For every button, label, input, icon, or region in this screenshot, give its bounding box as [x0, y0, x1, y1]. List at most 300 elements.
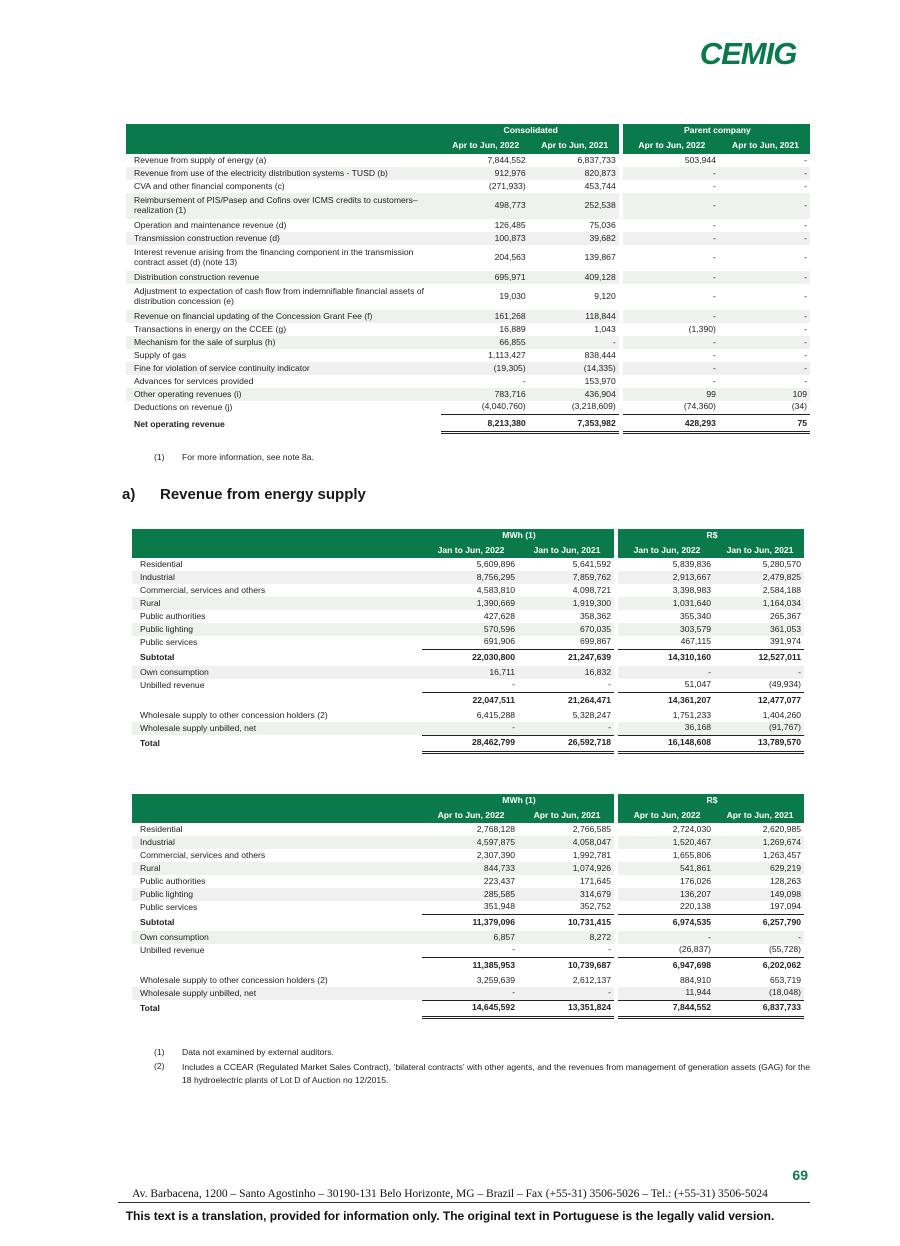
cell-value: 66,855 — [441, 336, 529, 349]
cell-value: 118,844 — [529, 310, 619, 323]
group-header-mwh: MWh (1) — [422, 529, 614, 543]
cell-value: - — [719, 232, 810, 245]
cell-value: 691,906 — [422, 636, 518, 649]
cell-value: 10,739,687 — [568, 959, 612, 970]
cell-value: - — [422, 679, 518, 692]
cell-value: 1,404,260 — [762, 709, 802, 720]
row-label: Public services — [140, 901, 198, 912]
cell-value: 12,527,011 — [758, 651, 802, 662]
table-row — [132, 597, 804, 610]
row-label: Industrial — [132, 571, 422, 584]
cell-value: - — [719, 336, 810, 349]
column-header: Jan to Jun, 2021 — [518, 543, 614, 558]
cell-value: 11,944 — [618, 987, 714, 1000]
cell-value: 2,307,390 — [476, 849, 515, 860]
column-header: Apr to Jun, 2021 — [529, 138, 619, 154]
row-label: Fine for violation of service continuity indicator — [126, 362, 441, 375]
row-label: Wholesale supply to other concession holders (2) — [140, 974, 328, 985]
cell-value: 5,609,896 — [476, 558, 515, 569]
cell-value: 1,655,806 — [672, 849, 712, 860]
column-header: Apr to Jun, 2021 — [518, 808, 614, 823]
cell-value: 2,584,188 — [762, 584, 802, 595]
cell-value: - — [804, 180, 807, 191]
cell-value: 6,837,733 — [714, 1000, 804, 1017]
cell-value: 7,353,982 — [529, 417, 619, 432]
group-header-mwh: MWh (1) — [422, 794, 614, 808]
row-label: Unbilled revenue — [140, 944, 205, 955]
table-row — [126, 310, 810, 323]
row-label: Operation and maintenance revenue (d) — [134, 219, 287, 230]
group-header-consolidated: Consolidated — [441, 124, 619, 138]
cell-value: 16,148,608 — [618, 735, 714, 752]
cell-value: - — [804, 252, 807, 263]
cell-value: - — [713, 219, 716, 230]
table-row — [126, 193, 810, 219]
cell-value: 12,477,077 — [758, 694, 802, 705]
cell-value: 436,904 — [529, 388, 619, 401]
cell-value: 1,164,034 — [714, 597, 804, 610]
total-row — [126, 417, 810, 432]
cell-value: 99 — [623, 388, 719, 401]
cell-value: - — [714, 666, 804, 679]
cell-value: 467,115 — [618, 636, 714, 649]
row-label — [132, 957, 422, 974]
column-header: Apr to Jun, 2021 — [719, 138, 810, 154]
cell-value: 699,867 — [518, 636, 614, 649]
table-row — [132, 974, 804, 987]
table-row — [132, 610, 804, 623]
cell-value: 570,596 — [422, 623, 518, 636]
energy-supply-quarter-table — [132, 794, 804, 1019]
cell-value: 7,844,552 — [487, 154, 526, 165]
cell-value: - — [623, 232, 719, 245]
cell-value: - — [623, 310, 719, 323]
row-label: Revenue from supply of energy (a) — [134, 154, 267, 165]
table-row — [126, 271, 810, 284]
cell-value: 8,756,295 — [422, 571, 518, 584]
cell-value: 1,992,781 — [572, 849, 612, 860]
table-row — [126, 375, 810, 388]
row-label: Rural — [132, 597, 422, 610]
cell-value: 1,263,457 — [762, 849, 802, 860]
table-row — [132, 901, 804, 914]
cell-value: 8,272 — [518, 931, 614, 944]
table-row — [132, 722, 804, 735]
cell-value: 695,971 — [441, 271, 529, 284]
cell-value: - — [713, 349, 716, 360]
note-text: For more information, see note 8a. — [182, 452, 314, 462]
note-number: (1) — [154, 452, 165, 462]
cell-value: 16,711 — [422, 666, 518, 679]
cell-value: 2,724,030 — [672, 823, 712, 834]
total-row — [132, 1000, 804, 1017]
table-row — [132, 571, 804, 584]
row-label: Public services — [140, 636, 198, 647]
cell-value: 9,120 — [594, 291, 616, 302]
cell-value: 352,752 — [518, 901, 614, 914]
note-text: Data not examined by external auditors. — [182, 1047, 334, 1057]
note-number: (2) — [154, 1061, 165, 1071]
cell-value: 653,719 — [769, 974, 802, 985]
table-row — [132, 623, 804, 636]
row-label: Distribution construction revenue — [126, 271, 441, 284]
row-label: Adjustment to expectation of cash flow from indemnifiable financial assets of distribution concession (e) — [134, 286, 424, 306]
cell-value: 1,074,926 — [518, 862, 614, 875]
cell-value: 126,485 — [494, 219, 526, 230]
cell-value: 498,773 — [441, 193, 529, 219]
cell-value: (3,218,609) — [529, 401, 619, 414]
group-header-brl: R$ — [618, 794, 804, 808]
cell-value: - — [804, 291, 807, 302]
cell-value: 161,268 — [441, 310, 529, 323]
footnote — [154, 1047, 810, 1059]
cell-value: 223,437 — [483, 875, 515, 886]
cell-value: - — [518, 679, 614, 692]
table-row — [132, 862, 804, 875]
cell-value: 13,789,570 — [714, 735, 804, 752]
cell-value: 783,716 — [441, 388, 529, 401]
cell-value: - — [719, 362, 810, 375]
cell-value: (74,360) — [623, 401, 719, 414]
cell-value: 541,861 — [618, 862, 714, 875]
table-row — [132, 931, 804, 944]
row-label: Net operating revenue — [134, 418, 225, 429]
row-label: Commercial, services and others — [140, 849, 266, 860]
cell-value: 5,839,836 — [672, 558, 712, 569]
cell-value: - — [623, 167, 719, 180]
cell-value: 6,947,698 — [672, 959, 712, 970]
cell-value: - — [713, 180, 716, 191]
column-header: Jan to Jun, 2021 — [714, 543, 804, 558]
cell-value: (18,048) — [714, 987, 804, 1000]
column-header: Apr to Jun, 2022 — [441, 138, 529, 154]
table-row — [126, 362, 810, 375]
cell-value: - — [623, 193, 719, 219]
cell-value: 358,362 — [579, 610, 612, 621]
cell-value: - — [422, 987, 518, 1000]
table-row — [132, 679, 804, 692]
cell-value: - — [529, 336, 619, 349]
cell-value: - — [713, 291, 716, 302]
row-label: Revenue from use of the electricity distribution systems - TUSD (b) — [126, 167, 441, 180]
cell-value: - — [719, 271, 810, 284]
cell-value: - — [618, 931, 714, 944]
cell-value: - — [522, 375, 526, 386]
cell-value: 303,579 — [618, 623, 714, 636]
cell-value: 2,620,985 — [762, 823, 802, 834]
cell-value: 670,035 — [518, 623, 614, 636]
cell-value: 1,751,233 — [672, 709, 712, 720]
cell-value: 22,030,800 — [471, 651, 515, 662]
header-blank — [126, 124, 441, 138]
cell-value: 503,944 — [684, 154, 716, 165]
table-row — [132, 666, 804, 679]
cell-value: (14,335) — [529, 362, 619, 375]
row-label: Wholesale supply unbilled, net — [132, 987, 422, 1000]
cell-value: 6,857 — [422, 931, 518, 944]
cell-value: - — [518, 987, 614, 1000]
cell-value: - — [804, 323, 807, 334]
cell-value: 8,213,380 — [441, 417, 529, 432]
cell-value: - — [623, 362, 719, 375]
cell-value: 351,948 — [422, 901, 518, 914]
row-label: Rural — [132, 862, 422, 875]
cell-value: 6,202,062 — [762, 959, 802, 970]
logo-text: CEMIG — [699, 36, 797, 70]
table1-note — [154, 452, 754, 464]
row-label: Reimbursement of PIS/Pasep and Cofins over ICMS credits to customers– realization (1) — [126, 193, 441, 219]
table-row — [126, 336, 810, 349]
column-header: Apr to Jun, 2022 — [623, 138, 719, 154]
row-label: Supply of gas — [134, 349, 187, 360]
row-label: Public authorities — [140, 875, 206, 886]
cell-value: (26,837) — [618, 944, 714, 957]
cell-value: 16,832 — [518, 666, 614, 679]
section-letter: a) — [122, 486, 136, 503]
table-row — [132, 875, 804, 888]
cell-value: 7,844,552 — [618, 1000, 714, 1017]
cell-value: (19,305) — [441, 362, 529, 375]
cell-value: - — [623, 336, 719, 349]
cell-value: - — [804, 349, 807, 360]
cell-value: 844,733 — [422, 862, 518, 875]
cell-value: 252,538 — [529, 193, 619, 219]
operating-revenue-table — [126, 124, 810, 434]
table-row — [126, 180, 810, 193]
cell-value: 16,889 — [499, 323, 526, 334]
table-row — [132, 944, 804, 957]
cell-value: 1,390,669 — [422, 597, 518, 610]
cell-value: 11,385,953 — [472, 959, 515, 970]
cell-value: - — [623, 271, 719, 284]
cell-value: 36,168 — [618, 722, 714, 735]
column-header: Apr to Jun, 2021 — [714, 808, 804, 823]
cell-value: 629,219 — [714, 862, 804, 875]
row-label: Residential — [140, 558, 183, 569]
column-header: Apr to Jun, 2022 — [422, 808, 518, 823]
table-row — [126, 154, 810, 167]
cell-value: 4,058,047 — [518, 836, 614, 849]
table-row — [132, 709, 804, 722]
cell-value: 75,036 — [589, 219, 616, 230]
row-label: Subtotal — [140, 651, 175, 662]
cell-value: 5,641,592 — [572, 558, 612, 569]
cell-value: (49,934) — [714, 679, 804, 692]
cell-value: 838,444 — [584, 349, 616, 360]
cell-value: - — [714, 931, 804, 944]
cell-value: 1,031,640 — [618, 597, 714, 610]
table-row — [132, 849, 804, 862]
table-row — [126, 388, 810, 401]
cell-value: 2,768,128 — [476, 823, 515, 834]
cell-value: 1,269,674 — [714, 836, 804, 849]
cell-value: - — [719, 193, 810, 219]
page-number: 69 — [792, 1167, 808, 1183]
row-label: Public lighting — [132, 888, 422, 901]
cell-value: 7,859,762 — [518, 571, 614, 584]
row-label: CVA and other financial components (c) — [134, 180, 285, 191]
cell-value: 128,263 — [769, 875, 802, 886]
cell-value: (4,040,760) — [441, 401, 529, 414]
row-label: Total — [140, 1002, 160, 1013]
cell-value: - — [618, 666, 714, 679]
cell-value: 100,873 — [441, 232, 529, 245]
subtotal-row — [132, 649, 804, 666]
cell-value: 453,744 — [584, 180, 616, 191]
row-label: Transactions in energy on the CCEE (g) — [134, 323, 287, 334]
sum-row — [132, 692, 804, 709]
row-label: Public authorities — [140, 610, 206, 621]
cell-value: 355,340 — [679, 610, 712, 621]
row-label: Interest revenue arising from the financing component in the transmission contract asset (d) (note 13) — [134, 247, 414, 267]
cell-value: 26,592,718 — [518, 735, 614, 752]
cell-value: 19,030 — [499, 291, 526, 302]
column-header: Jan to Jun, 2022 — [618, 543, 714, 558]
cell-value: 1,520,467 — [618, 836, 714, 849]
table-row — [132, 558, 804, 571]
table-row — [126, 219, 810, 232]
row-label: Total — [140, 737, 160, 748]
table-row — [126, 323, 810, 336]
cell-value: 176,026 — [679, 875, 712, 886]
row-label: Industrial — [132, 836, 422, 849]
cell-value: 139,867 — [584, 252, 616, 263]
cell-value: 136,207 — [618, 888, 714, 901]
cell-value: (55,728) — [714, 944, 804, 957]
footer-divider — [118, 1202, 810, 1203]
cell-value: 14,310,160 — [668, 651, 712, 662]
cell-value: 285,585 — [422, 888, 518, 901]
cell-value: 5,280,570 — [762, 558, 802, 569]
row-label: Public lighting — [132, 623, 422, 636]
note-text: Includes a CCEAR (Regulated Market Sales Contract), ‘bilateral contracts’ with other agents, and the revenues from management of generation assets (GAG) for the 18 hydroelectric plants of Lot D of Auction no 12/2015. — [182, 1062, 810, 1085]
cell-value: (91,767) — [714, 722, 804, 735]
cell-value: 6,257,790 — [762, 916, 802, 927]
cell-value: 2,766,585 — [572, 823, 612, 834]
section-heading — [122, 486, 366, 503]
cell-value: 39,682 — [529, 232, 619, 245]
cell-value: 820,873 — [529, 167, 619, 180]
group-header-parent-company: Parent company — [623, 124, 810, 138]
cell-value: (34) — [719, 401, 810, 414]
cell-value: 153,970 — [584, 375, 616, 386]
cell-value: 391,974 — [714, 636, 804, 649]
cell-value: 2,612,137 — [572, 974, 612, 985]
cell-value: - — [422, 722, 518, 735]
cell-value: (1,390) — [688, 323, 716, 334]
cell-value: 22,047,511 — [472, 694, 515, 705]
row-label: Own consumption — [132, 931, 422, 944]
cell-value: 21,247,639 — [568, 651, 612, 662]
cell-value: - — [719, 310, 810, 323]
table-row — [126, 245, 810, 271]
cell-value: 197,094 — [714, 901, 804, 914]
row-label: Own consumption — [132, 666, 422, 679]
table-row — [126, 401, 810, 414]
cell-value: 361,053 — [714, 623, 804, 636]
row-label: Revenue on financial updating of the Concession Grant Fee (f) — [126, 310, 441, 323]
row-label: Unbilled revenue — [140, 679, 205, 690]
table-row — [126, 284, 810, 310]
cell-value: - — [713, 252, 716, 263]
row-label: Wholesale supply to other concession holders (2) — [140, 709, 328, 720]
row-label: Transmission construction revenue (d) — [126, 232, 441, 245]
cell-value: 1,113,427 — [488, 349, 526, 360]
cell-value: 1,043 — [594, 323, 616, 334]
row-label — [132, 692, 422, 709]
cell-value: 2,913,667 — [618, 571, 714, 584]
cell-value: 884,910 — [679, 974, 712, 985]
cell-value: 409,128 — [529, 271, 619, 284]
cell-value: 109 — [719, 388, 810, 401]
cell-value: - — [804, 219, 807, 230]
footnote — [154, 1061, 810, 1087]
cell-value: 4,098,721 — [572, 584, 612, 595]
energy-supply-semester-table — [132, 529, 804, 754]
cell-value: 427,628 — [483, 610, 515, 621]
table-row — [132, 987, 804, 1000]
cell-value: 171,645 — [579, 875, 612, 886]
cell-value: 204,563 — [494, 252, 526, 263]
row-label: Mechanism for the sale of surplus (h) — [126, 336, 441, 349]
cell-value: 6,837,733 — [577, 154, 616, 165]
cell-value: - — [804, 154, 807, 165]
cell-value: (271,933) — [488, 180, 526, 191]
cell-value: - — [422, 944, 518, 957]
note-number: (1) — [154, 1047, 165, 1057]
cell-value: 149,098 — [714, 888, 804, 901]
cell-value: - — [518, 722, 614, 735]
cell-value: 14,361,207 — [668, 694, 712, 705]
cell-value: 28,462,799 — [422, 735, 518, 752]
table-row — [126, 349, 810, 362]
section-title: Revenue from energy supply — [160, 486, 366, 503]
cell-value: 265,367 — [769, 610, 802, 621]
column-header: Apr to Jun, 2022 — [618, 808, 714, 823]
cell-value: 11,379,096 — [472, 916, 515, 927]
cell-value: 13,351,824 — [518, 1000, 614, 1017]
cell-value: 3,259,639 — [476, 974, 515, 985]
subtotal-row — [132, 914, 804, 931]
row-label: Advances for services provided — [134, 375, 254, 386]
cell-value: 4,597,875 — [422, 836, 518, 849]
column-header: Jan to Jun, 2022 — [422, 543, 518, 558]
table-row — [132, 584, 804, 597]
cell-value: 2,479,825 — [714, 571, 804, 584]
row-label: Deductions on revenue (j) — [134, 401, 233, 412]
cell-value: 1,919,300 — [518, 597, 614, 610]
cell-value: 3,398,983 — [672, 584, 712, 595]
row-label: Commercial, services and others — [140, 584, 266, 595]
table-row — [132, 823, 804, 836]
row-label: Residential — [140, 823, 183, 834]
cell-value: 6,974,535 — [672, 916, 712, 927]
cell-value: 428,293 — [623, 417, 719, 432]
cell-value: - — [518, 944, 614, 957]
table-row — [126, 167, 810, 180]
cell-value: 10,731,415 — [568, 916, 612, 927]
cell-value: 51,047 — [618, 679, 714, 692]
cemig-logo — [688, 34, 808, 70]
cell-value: 4,583,810 — [476, 584, 515, 595]
group-header-brl: R$ — [618, 529, 804, 543]
cell-value: 5,328,247 — [572, 709, 612, 720]
cell-value: 912,976 — [441, 167, 529, 180]
row-label: Subtotal — [140, 916, 175, 927]
cell-value: - — [804, 375, 807, 386]
cell-value: 21,264,471 — [568, 694, 612, 705]
cell-value: 220,138 — [618, 901, 714, 914]
